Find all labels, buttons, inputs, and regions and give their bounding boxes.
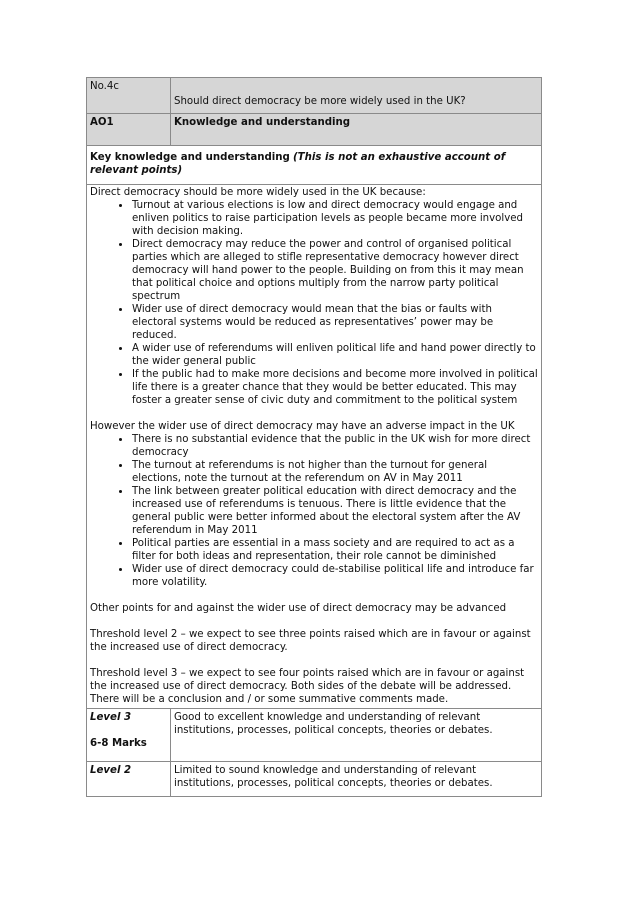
for-point: • If the public had to make more decisions and become more involved in political life there is a greater chance that they would be better educated. This may foster a greater sense of civic duty and commitment to the political system [131, 368, 538, 407]
key-knowledge-label: Key knowledge and understanding [90, 152, 290, 163]
mark-scheme-table [86, 77, 542, 797]
level-2-cell [87, 762, 171, 797]
assessment-objective-code: AO1 [87, 114, 171, 146]
for-point: • Turnout at various elections is low and direct democracy would engage and enliven politics to raise participation levels as people became more involved with decision making. [131, 199, 538, 238]
for-points-list [90, 199, 538, 407]
threshold-level-2: Threshold level 2 – we expect to see three points raised which are in favour or against the increased use of direct democracy. [90, 629, 531, 653]
against-point: • The link between greater political education with direct democracy and the increased use of referendums is tenuous. There is little evidence that the general public were better informed about the electoral system after the AV referendum in May 2011 [131, 485, 538, 537]
against-point: • The turnout at referendums is not higher than the turnout for general elections, note the turnout at the referendum on AV in May 2011 [131, 459, 538, 485]
level-3-marks: 6-8 Marks [90, 738, 147, 749]
level-3-cell [87, 709, 171, 762]
against-point: • There is no substantial evidence that the public in the UK wish for more direct democracy [131, 433, 538, 459]
assessment-objective-title: Knowledge and understanding [171, 114, 542, 146]
key-knowledge-heading [87, 146, 542, 185]
against-point: • Wider use of direct democracy could de-stabilise political life and introduce far more volatility. [131, 563, 538, 589]
for-point: • Wider use of direct democracy would mean that the bias or faults with electoral systems would be reduced as representatives’ power may be reduced. [131, 303, 538, 342]
level-2-descriptor: Limited to sound knowledge and understanding of relevant institutions, processes, political concepts, theories or debates. [171, 762, 542, 797]
indicative-content [87, 185, 542, 709]
for-point: • Direct democracy may reduce the power and control of organised political parties which are alleged to stifle representative democracy however direct democracy will hand power to the people. Building on from this it may mean that political choice and options multiply from the narrow party political spectrum [131, 238, 538, 303]
for-point: • A wider use of referendums will enliven political life and hand power directly to the wider general public [131, 342, 538, 368]
level-2-name: Level 2 [90, 765, 132, 776]
against-intro: However the wider use of direct democracy may have an adverse impact in the UK [90, 421, 515, 432]
question-number: No.4c [87, 78, 171, 114]
against-point: • Political parties are essential in a mass society and are required to act as a filter for both ideas and representation, their role cannot be diminished [131, 537, 538, 563]
against-points-list [90, 433, 538, 589]
level-3-descriptor: Good to excellent knowledge and understanding of relevant institutions, processes, political concepts, theories or debates. [171, 709, 542, 762]
key-knowledge-note: (This is not an exhaustive account of relevant points) [90, 152, 506, 176]
threshold-level-3: Threshold level 3 – we expect to see four points raised which are in favour or against the increased use of direct democracy. Both sides of the debate will be addressed. There will be a conclusion and / or some summative comments made. [90, 668, 525, 705]
for-intro: Direct democracy should be more widely used in the UK because: [90, 187, 426, 198]
level-3-name: Level 3 [90, 712, 132, 723]
question-text: Should direct democracy be more widely used in the UK? [171, 78, 542, 114]
other-points: Other points for and against the wider use of direct democracy may be advanced [90, 603, 507, 614]
